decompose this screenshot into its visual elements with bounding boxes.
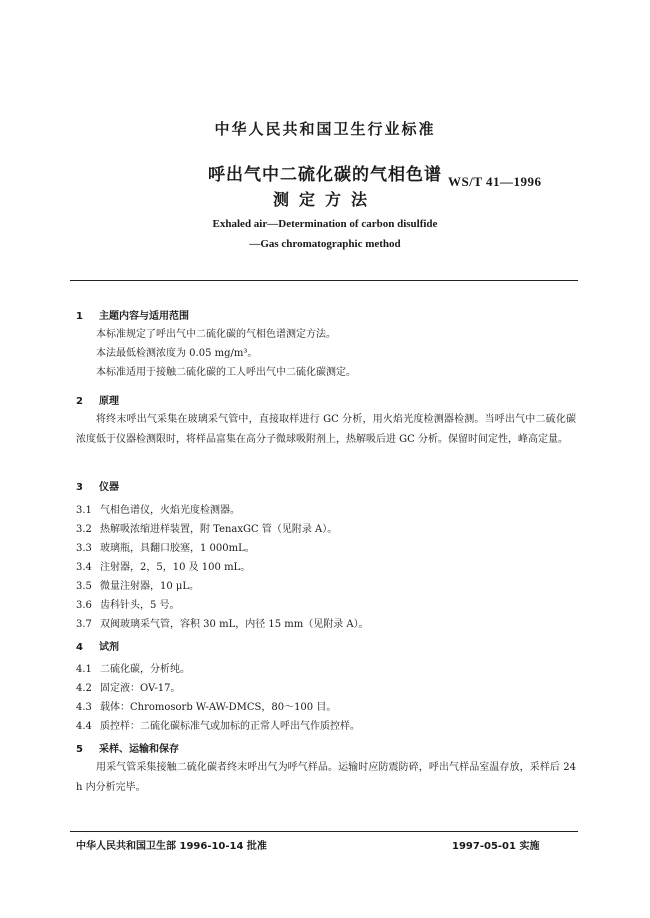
section-title: 采样、运输和保存 [98,744,179,755]
section-5-paragraph: 用采气管采集接触二硫化碳者终末呼出气为呼气样品。运输时应防震防碎，呼出气样品室温存放，采样后 24 h 内分析完毕。 [76,762,576,793]
section-2-paragraph: 将终末呼出气采集在玻璃采气管中，直接取样进行 GC 分析，用火焰光度检测器检测。当呼出气中二硫化碳浓度低于仪器检测限时，将样品富集在高分子微球吸附剂上，热解吸后进 GC 分析。保留时间定性，峰高定量。 [76,414,576,445]
list-item: 3.7 双阀玻璃采气管，容积 30 mL，内径 15 mm（见附录 A）。 [76,619,369,630]
list-item: 3.1 气相色谱仪，火焰光度检测器。 [76,505,240,516]
section-number: 1 [76,311,83,322]
section-title: 试剂 [98,642,119,653]
issuing-authority: 中华人民共和国卫生行业标准 [214,120,436,138]
section-number: 4 [76,642,83,653]
header-divider [70,280,578,281]
list-item: 4.1 二硫化碳，分析纯。 [76,664,190,675]
footer-divider [70,831,578,832]
english-title-line-1: Exhaled air—Determination of carbon disulfide [212,218,438,230]
section-1-line-3: 本标准适用于接触二硫化碳的工人呼出气中二硫化碳测定。 [96,367,356,378]
section-number: 3 [76,482,83,493]
implementation-date: 1997-05-01 实施 [452,841,540,852]
list-item: 4.4 质控样：二硫化碳标准气或加标的正常人呼出气作质控样。 [76,721,360,732]
section-4-heading [76,638,119,653]
list-item: 4.2 固定液：OV-17。 [76,683,181,694]
list-item: 3.5 微量注射器，10 μL。 [76,581,200,592]
section-1-line-2: 本法最低检测浓度为 0.05 mg/m³。 [96,348,258,359]
section-3-heading [76,478,119,493]
section-5-heading [76,740,179,755]
list-item: 3.6 齿科针头，5 号。 [76,600,180,611]
section-number: 5 [76,744,83,755]
section-title: 仪器 [98,482,119,493]
list-item: 3.2 热解吸浓缩进样装置，附 TenaxGC 管（见附录 A）。 [76,524,338,535]
standard-code: WS/T 41—1996 [448,174,542,189]
english-title-line-2: —Gas chromatographic method [249,238,401,250]
section-title: 原理 [98,396,119,407]
list-item: 4.3 载体：Chromosorb W-AW-DMCS，80～100 目。 [76,702,337,713]
section-title: 主题内容与适用范围 [98,311,189,322]
list-item: 3.4 注射器，2，5，10 及 100 mL。 [76,562,251,573]
document-title-line-2: 测定方法 [272,190,377,209]
section-number: 2 [76,396,83,407]
list-item: 3.3 玻璃瓶，具翻口胶塞，1 000mL。 [76,543,255,554]
document-title-line-1: 呼出气中二硫化碳的气相色谱 [208,165,442,185]
section-1-line-1: 本标准规定了呼出气中二硫化碳的气相色谱测定方法。 [96,329,336,340]
section-2-heading [76,392,119,407]
approval-line: 中华人民共和国卫生部 1996-10-14 批准 [76,841,267,852]
section-1-heading [76,307,189,322]
